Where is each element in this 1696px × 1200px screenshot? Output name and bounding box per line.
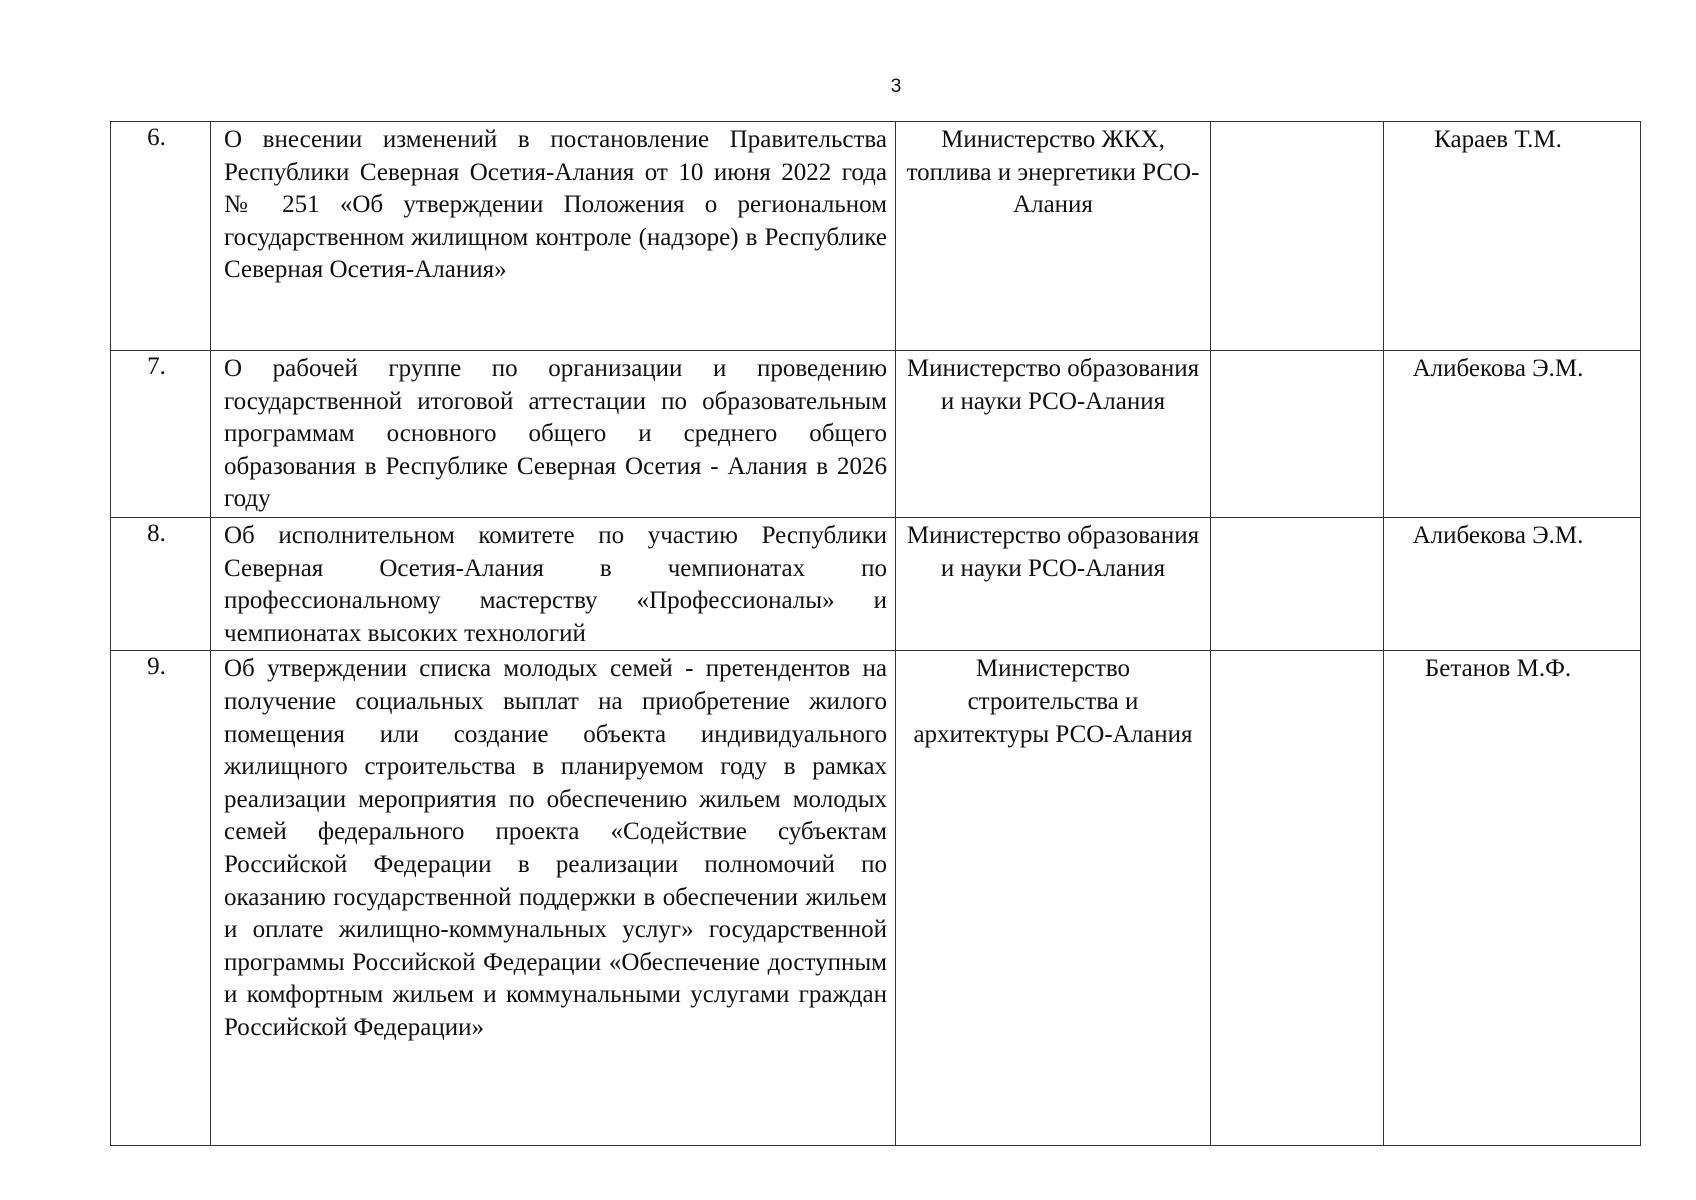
table-row [111,518,1641,651]
row-number-cell [111,518,211,651]
agenda-table [110,121,1641,1146]
row-responsible: Алибекова Э.М. [1412,522,1584,549]
row-responsible: Алибекова Э.М. [1412,355,1584,382]
row-responsible: Караев Т.М. [1434,126,1562,153]
row-title: Об исполнительном комитете по участию Республики Северная Осетия-Алания в чемпионатах по профессиональному мастерству «Профессионалы» и чемпионатах высоких технологий [211,518,896,651]
row-title: О внесении изменений в постановление Правительства Республики Северная Осетия-Алания от 10 июня 2022 года № 251 «Об утверждении Положения о региональном государственном жилищном контроле (надзоре) в Республике Северная Осетия-Алания» [211,122,896,351]
row-title: О рабочей группе по организации и проведению государственной итоговой аттестации по образовательным программам основного общего и среднего общего образования в Республике Северная Осетия - Алания в 2026 году [211,351,896,518]
row-responsible-cell [1384,651,1641,1146]
row-number-cell [111,651,211,1146]
page-number: 3 [890,76,902,97]
row-number-cell [111,122,211,351]
table-row [111,351,1641,518]
row-responsible-cell [1384,122,1641,351]
row-empty-cell [1211,518,1384,651]
row-number: 9. [147,653,166,681]
row-number: 7. [147,353,166,380]
row-empty-cell [1211,122,1384,351]
row-responsible: Бетанов М.Ф. [1424,655,1572,683]
row-empty-cell [1211,351,1384,518]
row-responsible-cell [1384,351,1641,518]
row-number-cell [111,351,211,518]
row-organization: Министерство образования и науки РСО-Алания [896,351,1211,518]
row-number: 8. [147,520,166,547]
row-number: 6. [147,124,166,151]
row-organization: Министерство ЖКХ, топлива и энергетики РСО-Алания [896,122,1211,351]
row-organization: Министерство образования и науки РСО-Алания [896,518,1211,651]
table-row [111,122,1641,351]
row-responsible-cell [1384,518,1641,651]
table-row [111,651,1641,1146]
row-empty-cell [1211,651,1384,1146]
row-organization: Министерство строительства и архитектуры РСО-Алания [896,651,1211,1146]
row-title: Об утверждении списка молодых семей - претендентов на получение социальных выплат на приобретение жилого помещения или создание объекта индивидуального жилищного строительства в планируемом году в рамках реализации мероприятия по обеспечению жильем молодых семей федерального проекта «Содействие субъектам Российской Федерации в реализации полномочий по оказанию государственной поддержки в обеспечении жильем и оплате жилищно-коммунальных услуг» государственной программы Российской Федерации «Обеспечение доступным и комфортным жильем и коммунальными услугами граждан Российской Федерации» [211,651,896,1146]
